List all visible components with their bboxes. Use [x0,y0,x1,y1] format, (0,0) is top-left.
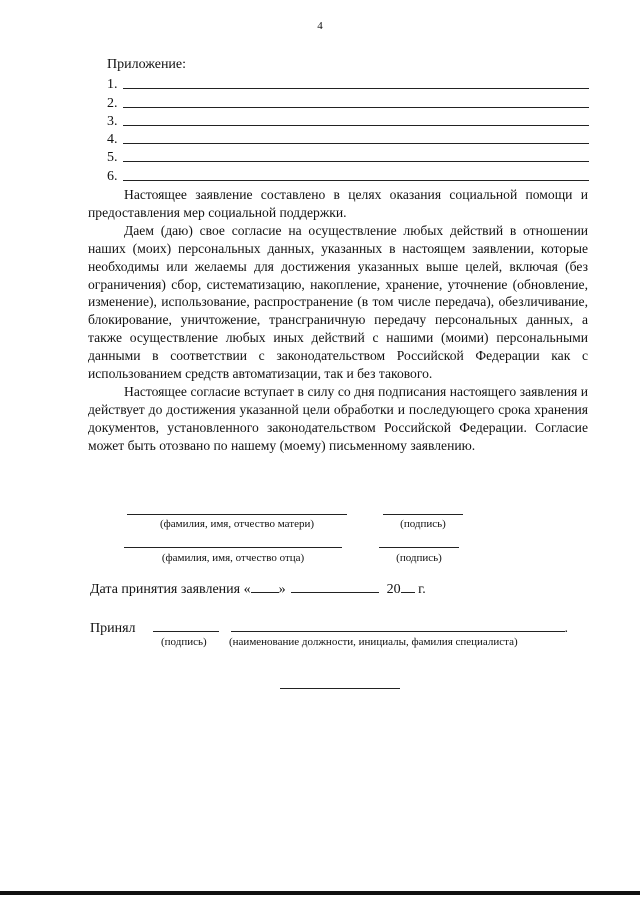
mother-name-line [127,514,347,515]
accepted-sign-blank [153,619,219,632]
mother-sign-line [383,514,463,515]
acceptance-date-line [90,580,426,598]
appendix-item-number: 2. [107,95,118,111]
mother-sign-caption: (подпись) [400,518,446,530]
year-suffix: г. [418,582,426,597]
purpose-paragraph: Настоящее заявление составлено в целях оказания социальной помощи и предоставления мер социальной поддержки. [88,187,588,220]
closing-divider [280,688,400,689]
validity-paragraph: Настоящее согласие вступает в силу со дня подписания настоящего заявления и действует до достижения указанной цели обработки и последующего срока хранения документов, установленного законодательством Российской Федерации. Согласие может быть отозвано по нашему (моему) письменному заявлению. [88,383,588,453]
year-prefix: 20 [386,582,401,597]
accepted-position-blank [231,619,565,632]
appendix-line [107,165,589,183]
day-blank [251,580,279,593]
scan-border [0,891,640,895]
month-blank [291,580,379,593]
appendix-item-number: 3. [107,113,118,129]
consent-paragraph: Даем (даю) свое согласие на осуществление любых действий в отношении наших (моих) персональных данных, указанных в настоящем заявлении, которые необходимы или желаемы для достижения указанных выше целей, включая (без ограничения) сбор, систематизацию, накопление, хранение, уточнение (обновление, изменение), использование, распространение (в том числе передача), обезличивание, блокирование, уничтожение, трансграничную передачу персональных данных, а также осуществление любых иных действий с нашими (моими) персональными данными в соответствии с законодательством Российской Федерации как с использованием средств автоматизации, так и без такового. [88,222,588,382]
appendix-line [107,92,589,110]
appendix-item-number: 1. [107,77,118,93]
year-blank [401,580,415,593]
mother-name-caption: (фамилия, имя, отчество матери) [160,518,314,530]
date-label: Дата принятия заявления « [90,582,251,597]
accepted-sign-caption: (подпись) [161,636,207,648]
father-name-block [124,547,342,564]
appendix-blank-line [123,106,589,108]
father-sign-block [379,547,459,564]
mother-name-block [127,514,347,530]
consent-text [88,186,588,455]
accepted-label: Принял [90,621,136,636]
appendix-line [107,147,589,165]
appendix-blank-line [123,124,589,126]
mother-sign-block [383,514,463,530]
appendix-item-number: 6. [107,168,118,184]
father-name-caption: (фамилия, имя, отчество отца) [161,552,305,564]
father-sign-caption: (подпись) [396,552,442,564]
appendix-line [107,111,589,129]
appendix-line [107,74,589,92]
appendix-blank-line [123,87,589,89]
appendix-line [107,129,589,147]
appendix-item-number: 4. [107,132,118,148]
appendix-item-number: 5. [107,150,118,166]
appendix-blank-line [123,160,589,162]
father-name-line [124,547,342,548]
accepted-by-line [90,619,568,637]
accepted-position-caption: (наименование должности, инициалы, фамилия специалиста) [229,636,518,648]
appendix-blank-line [123,142,589,144]
accepted-period: . [564,621,569,636]
appendix-blank-line [123,179,589,181]
date-close-quote: » [278,582,286,597]
appendix-list [107,74,589,184]
appendix-title: Приложение: [107,57,187,72]
father-sign-line [379,547,459,548]
page-number: 4 [317,20,323,32]
